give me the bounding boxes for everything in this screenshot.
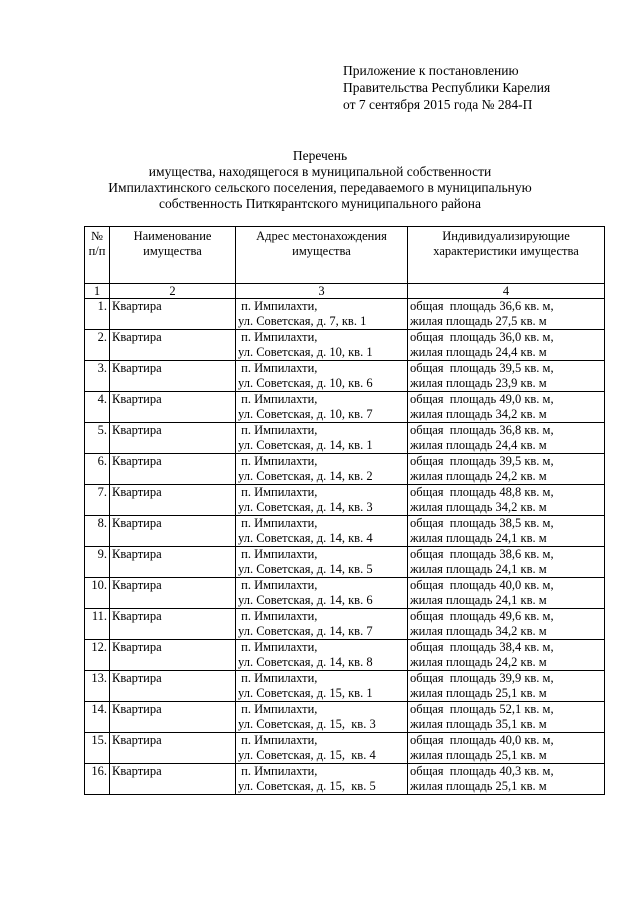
address-settlement: п. Импилахти, [238, 423, 318, 437]
total-area: общая площадь 40,3 кв. м, [410, 764, 554, 778]
header-number [85, 227, 110, 284]
living-area: жилая площадь 27,5 кв. м [410, 314, 547, 328]
table-row [85, 485, 605, 516]
address-settlement: п. Импилахти, [238, 702, 318, 716]
total-area: общая площадь 38,6 кв. м, [410, 547, 554, 561]
property-address [236, 485, 408, 516]
property-name: Квартира [110, 299, 236, 330]
property-characteristics [408, 764, 605, 795]
row-number: 4. [85, 392, 110, 423]
property-address [236, 392, 408, 423]
total-area: общая площадь 39,9 кв. м, [410, 671, 554, 685]
living-area: жилая площадь 24,4 кв. м [410, 438, 547, 452]
total-area: общая площадь 36,6 кв. м, [410, 299, 554, 313]
table-row [85, 423, 605, 454]
property-characteristics [408, 516, 605, 547]
column-number-row [85, 284, 605, 299]
property-name: Квартира [110, 361, 236, 392]
property-characteristics [408, 485, 605, 516]
property-name: Квартира [110, 392, 236, 423]
address-settlement: п. Импилахти, [238, 671, 318, 685]
table-row [85, 454, 605, 485]
property-name: Квартира [110, 485, 236, 516]
column-number: 1 [85, 284, 110, 299]
living-area: жилая площадь 25,1 кв. м [410, 748, 547, 762]
appendix-line: Приложение к постановлению [343, 63, 519, 78]
table-row [85, 764, 605, 795]
heading-line: имущества, находящегося в муниципальной собственности [148, 164, 492, 179]
property-address [236, 764, 408, 795]
property-characteristics [408, 733, 605, 764]
address-settlement: п. Импилахти, [238, 454, 318, 468]
appendix-line: Правительства Республики Карелия [343, 80, 551, 95]
column-number: 2 [110, 284, 236, 299]
living-area: жилая площадь 24,1 кв. м [410, 562, 547, 576]
property-name: Квартира [110, 423, 236, 454]
address-street: ул. Советская, д. 15, кв. 4 [238, 748, 376, 762]
total-area: общая площадь 39,5 кв. м, [410, 361, 554, 375]
header-text: имущества [143, 244, 202, 258]
address-street: ул. Советская, д. 14, кв. 2 [238, 469, 373, 483]
property-name: Квартира [110, 609, 236, 640]
table-header-row [85, 227, 605, 284]
property-characteristics [408, 671, 605, 702]
property-address [236, 454, 408, 485]
living-area: жилая площадь 24,1 кв. м [410, 531, 547, 545]
living-area: жилая площадь 24,4 кв. м [410, 345, 547, 359]
table-row [85, 578, 605, 609]
table-row [85, 640, 605, 671]
total-area: общая площадь 49,0 кв. м, [410, 392, 554, 406]
property-characteristics [408, 578, 605, 609]
header-characteristics [408, 227, 605, 284]
property-address [236, 578, 408, 609]
property-characteristics [408, 330, 605, 361]
row-number: 13. [85, 671, 110, 702]
table-row [85, 392, 605, 423]
header-name [110, 227, 236, 284]
total-area: общая площадь 38,4 кв. м, [410, 640, 554, 654]
header-text: Наименование [133, 229, 212, 243]
address-street: ул. Советская, д. 14, кв. 7 [238, 624, 373, 638]
table-row [85, 702, 605, 733]
property-name: Квартира [110, 764, 236, 795]
address-settlement: п. Импилахти, [238, 547, 318, 561]
address-street: ул. Советская, д. 10, кв. 1 [238, 345, 373, 359]
property-address [236, 671, 408, 702]
address-settlement: п. Импилахти, [238, 485, 318, 499]
address-settlement: п. Импилахти, [238, 361, 318, 375]
property-address [236, 516, 408, 547]
total-area: общая площадь 49,6 кв. м, [410, 609, 554, 623]
table-row [85, 299, 605, 330]
property-address [236, 423, 408, 454]
total-area: общая площадь 36,0 кв. м, [410, 330, 554, 344]
total-area: общая площадь 40,0 кв. м, [410, 578, 554, 592]
row-number: 3. [85, 361, 110, 392]
property-characteristics [408, 609, 605, 640]
property-name: Квартира [110, 671, 236, 702]
table-row [85, 609, 605, 640]
address-settlement: п. Импилахти, [238, 640, 318, 654]
row-number: 16. [85, 764, 110, 795]
header-address [236, 227, 408, 284]
table-row [85, 547, 605, 578]
table-row [85, 330, 605, 361]
total-area: общая площадь 40,0 кв. м, [410, 733, 554, 747]
document-heading [0, 148, 640, 212]
property-name: Квартира [110, 702, 236, 733]
address-street: ул. Советская, д. 14, кв. 3 [238, 500, 373, 514]
property-characteristics [408, 640, 605, 671]
header-text: характеристики имущества [433, 244, 579, 258]
column-number: 3 [236, 284, 408, 299]
property-characteristics [408, 392, 605, 423]
living-area: жилая площадь 24,2 кв. м [410, 469, 547, 483]
total-area: общая площадь 52,1 кв. м, [410, 702, 554, 716]
property-characteristics [408, 702, 605, 733]
row-number: 5. [85, 423, 110, 454]
address-street: ул. Советская, д. 15, кв. 1 [238, 686, 373, 700]
address-street: ул. Советская, д. 14, кв. 6 [238, 593, 373, 607]
property-address [236, 733, 408, 764]
living-area: жилая площадь 24,1 кв. м [410, 593, 547, 607]
table-row [85, 361, 605, 392]
address-settlement: п. Импилахти, [238, 516, 318, 530]
heading-line: собственность Питкярантского муниципального района [158, 196, 482, 211]
header-text: п/п [88, 244, 106, 258]
header-text: Индивидуализирующие [442, 229, 570, 243]
row-number: 6. [85, 454, 110, 485]
property-characteristics [408, 423, 605, 454]
row-number: 11. [85, 609, 110, 640]
row-number: 7. [85, 485, 110, 516]
living-area: жилая площадь 34,2 кв. м [410, 624, 547, 638]
row-number: 12. [85, 640, 110, 671]
address-street: ул. Советская, д. 15, кв. 3 [238, 717, 376, 731]
document-title: Перечень [292, 148, 348, 163]
table-row [85, 516, 605, 547]
column-number: 4 [408, 284, 605, 299]
address-settlement: п. Импилахти, [238, 733, 318, 747]
row-number: 10. [85, 578, 110, 609]
row-number: 8. [85, 516, 110, 547]
row-number: 2. [85, 330, 110, 361]
property-name: Квартира [110, 578, 236, 609]
property-address [236, 547, 408, 578]
row-number: 1. [85, 299, 110, 330]
property-name: Квартира [110, 330, 236, 361]
property-address [236, 609, 408, 640]
property-name: Квартира [110, 640, 236, 671]
total-area: общая площадь 36,8 кв. м, [410, 423, 554, 437]
address-settlement: п. Импилахти, [238, 299, 318, 313]
table-row [85, 671, 605, 702]
address-street: ул. Советская, д. 14, кв. 1 [238, 438, 373, 452]
property-characteristics [408, 547, 605, 578]
header-text: Адрес местонахождения [256, 229, 387, 243]
address-settlement: п. Импилахти, [238, 609, 318, 623]
property-name: Квартира [110, 454, 236, 485]
appendix-note [343, 62, 550, 113]
table-row [85, 733, 605, 764]
property-characteristics [408, 299, 605, 330]
living-area: жилая площадь 24,2 кв. м [410, 655, 547, 669]
total-area: общая площадь 39,5 кв. м, [410, 454, 554, 468]
address-street: ул. Советская, д. 14, кв. 8 [238, 655, 373, 669]
address-street: ул. Советская, д. 14, кв. 5 [238, 562, 373, 576]
property-address [236, 640, 408, 671]
living-area: жилая площадь 35,1 кв. м [410, 717, 547, 731]
property-name: Квартира [110, 516, 236, 547]
appendix-line: от 7 сентября 2015 года № 284-П [343, 97, 533, 112]
property-address [236, 361, 408, 392]
property-address [236, 702, 408, 733]
property-name: Квартира [110, 547, 236, 578]
living-area: жилая площадь 34,2 кв. м [410, 407, 547, 421]
row-number: 9. [85, 547, 110, 578]
address-street: ул. Советская, д. 7, кв. 1 [238, 314, 367, 328]
header-text: № [91, 229, 103, 243]
property-characteristics [408, 361, 605, 392]
property-address [236, 299, 408, 330]
address-street: ул. Советская, д. 14, кв. 4 [238, 531, 373, 545]
living-area: жилая площадь 25,1 кв. м [410, 779, 547, 793]
living-area: жилая площадь 23,9 кв. м [410, 376, 547, 390]
address-street: ул. Советская, д. 10, кв. 7 [238, 407, 373, 421]
living-area: жилая площадь 34,2 кв. м [410, 500, 547, 514]
address-street: ул. Советская, д. 10, кв. 6 [238, 376, 373, 390]
living-area: жилая площадь 25,1 кв. м [410, 686, 547, 700]
address-settlement: п. Импилахти, [238, 392, 318, 406]
address-street: ул. Советская, д. 15, кв. 5 [238, 779, 376, 793]
header-text: имущества [292, 244, 351, 258]
property-name: Квартира [110, 733, 236, 764]
property-table [84, 226, 605, 795]
row-number: 15. [85, 733, 110, 764]
address-settlement: п. Импилахти, [238, 764, 318, 778]
address-settlement: п. Импилахти, [238, 330, 318, 344]
total-area: общая площадь 38,5 кв. м, [410, 516, 554, 530]
row-number: 14. [85, 702, 110, 733]
address-settlement: п. Импилахти, [238, 578, 318, 592]
property-characteristics [408, 454, 605, 485]
total-area: общая площадь 48,8 кв. м, [410, 485, 554, 499]
property-address [236, 330, 408, 361]
heading-line: Импилахтинского сельского поселения, передаваемого в муниципальную [108, 180, 532, 195]
